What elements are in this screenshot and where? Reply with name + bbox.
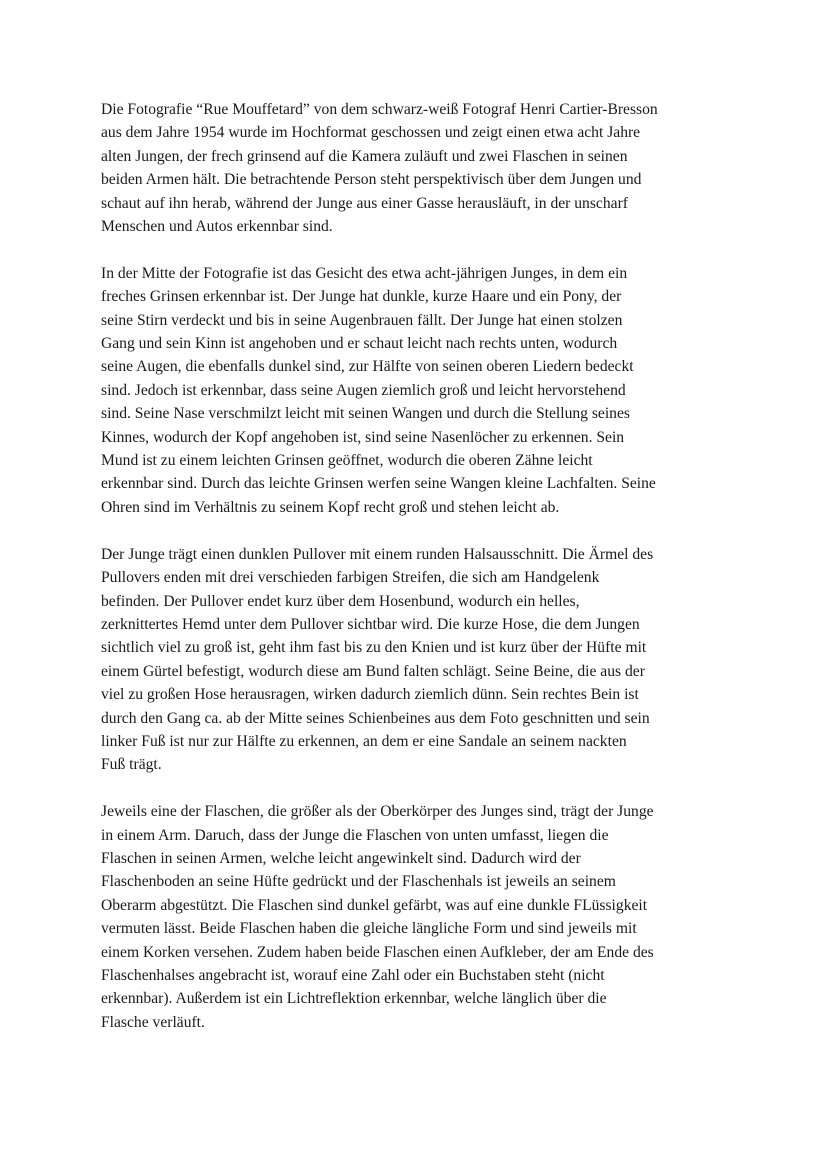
text-line: befinden. Der Pullover endet kurz über dem Hosenbund, wodurch ein helles, — [101, 592, 580, 610]
paragraph-face — [101, 262, 741, 519]
text-line: Flaschen in seinen Armen, welche leicht angewinkelt sind. Dadurch wird der — [101, 849, 581, 867]
paragraph-intro — [101, 98, 741, 238]
text-line: Fuß trägt. — [101, 756, 162, 774]
paragraph-clothing — [101, 543, 741, 777]
text-line: seine Augen, die ebenfalls dunkel sind, zur Hälfte von seinen oberen Liedern bedeckt — [101, 358, 634, 376]
text-line: seine Stirn verdeckt und bis in seine Augenbrauen fällt. Der Junge hat einen stolzen — [101, 311, 623, 329]
text-line: linker Fuß ist nur zur Hälfte zu erkennen, an dem er eine Sandale an seinem nackten — [101, 732, 627, 750]
text-line: durch den Gang ca. ab der Mitte seines Schienbeines aus dem Foto geschnitten und sein — [101, 709, 650, 727]
text-line: erkennbar sind. Durch das leichte Grinsen werfen seine Wangen kleine Lachfalten. Seine — [101, 475, 656, 493]
text-line: Pullovers enden mit drei verschieden farbigen Streifen, die sich am Handgelenk — [101, 569, 600, 587]
text-line: zerknittertes Hemd unter dem Pullover sichtbar wird. Die kurze Hose, die dem Jungen — [101, 615, 640, 633]
text-line: schaut auf ihn herab, während der Junge aus einer Gasse herausläuft, in der unscharf — [101, 194, 628, 212]
text-line: erkennbar). Außerdem ist ein Lichtreflektion erkennbar, welche länglich über die — [101, 990, 607, 1008]
text-line: Der Junge trägt einen dunklen Pullover mit einem runden Halsausschnitt. Die Ärmel des — [101, 545, 654, 563]
text-line: sind. Seine Nase verschmilzt leicht mit seinen Wangen und durch die Stellung seines — [101, 405, 630, 423]
text-line: Menschen und Autos erkennbar sind. — [101, 218, 333, 236]
text-line: einem Gürtel befestigt, wodurch diese am Bund falten schlägt. Seine Beine, die aus der — [101, 662, 645, 680]
text-line: vermuten lässt. Beide Flaschen haben die gleiche längliche Form und sind jeweils mit — [101, 920, 637, 938]
text-line: Gang und sein Kinn ist angehoben und er schaut leicht nach rechts unten, wodurch — [101, 335, 618, 353]
text-line: Flaschenboden an seine Hüfte gedrückt und der Flaschenhals ist jeweils an seinem — [101, 873, 616, 891]
text-line: sichtlich viel zu groß ist, geht ihm fast bis zu den Knien und ist kurz über der Hüfte mit — [101, 639, 647, 657]
text-line: Ohren sind im Verhältnis zu seinem Kopf recht groß und stehen leicht ab. — [101, 498, 560, 516]
text-line: sind. Jedoch ist erkennbar, dass seine Augen ziemlich groß und leicht hervorstehend — [101, 381, 626, 399]
text-line: Mund ist zu einem leichten Grinsen geöffnet, wodurch die oberen Zähne leicht — [101, 452, 593, 470]
text-line: Oberarm abgestützt. Die Flaschen sind dunkel gefärbt, was auf eine dunkle FLüssigkeit — [101, 896, 648, 914]
text-line: in einem Arm. Daruch, dass der Junge die Flaschen von unten umfasst, liegen die — [101, 826, 609, 844]
text-line: Flaschenhalses angebracht ist, worauf eine Zahl oder ein Buchstaben steht (nicht — [101, 966, 605, 984]
document-body — [101, 98, 741, 1058]
text-line: freches Grinsen erkennbar ist. Der Junge hat dunkle, kurze Haare und ein Pony, der — [101, 288, 622, 306]
text-line: aus dem Jahre 1954 wurde im Hochformat geschossen und zeigt einen etwa acht Jahre — [101, 124, 641, 142]
paragraph-bottles — [101, 800, 741, 1034]
text-line: Jeweils eine der Flaschen, die größer als der Oberkörper des Junges sind, trägt der Junge — [101, 803, 654, 821]
text-line: Flasche verläuft. — [101, 1013, 205, 1031]
text-line: Kinnes, wodurch der Kopf angehoben ist, sind seine Nasenlöcher zu erkennen. Sein — [101, 428, 625, 446]
text-line: einem Korken versehen. Zudem haben beide Flaschen einen Aufkleber, der am Ende des — [101, 943, 654, 961]
text-line: alten Jungen, der frech grinsend auf die Kamera zuläuft und zwei Flaschen in seinen — [101, 147, 628, 165]
text-line: Die Fotografie “Rue Mouffetard” von dem schwarz-weiß Fotograf Henri Cartier-Bresson — [101, 101, 658, 118]
text-line: In der Mitte der Fotografie ist das Gesicht des etwa acht-jährigen Junges, in dem ein — [101, 264, 628, 282]
text-line: viel zu großen Hose herausragen, wirken dadurch ziemlich dünn. Sein rechtes Bein ist — [101, 686, 639, 704]
text-line: beiden Armen hält. Die betrachtende Person steht perspektivisch über dem Jungen und — [101, 171, 642, 189]
